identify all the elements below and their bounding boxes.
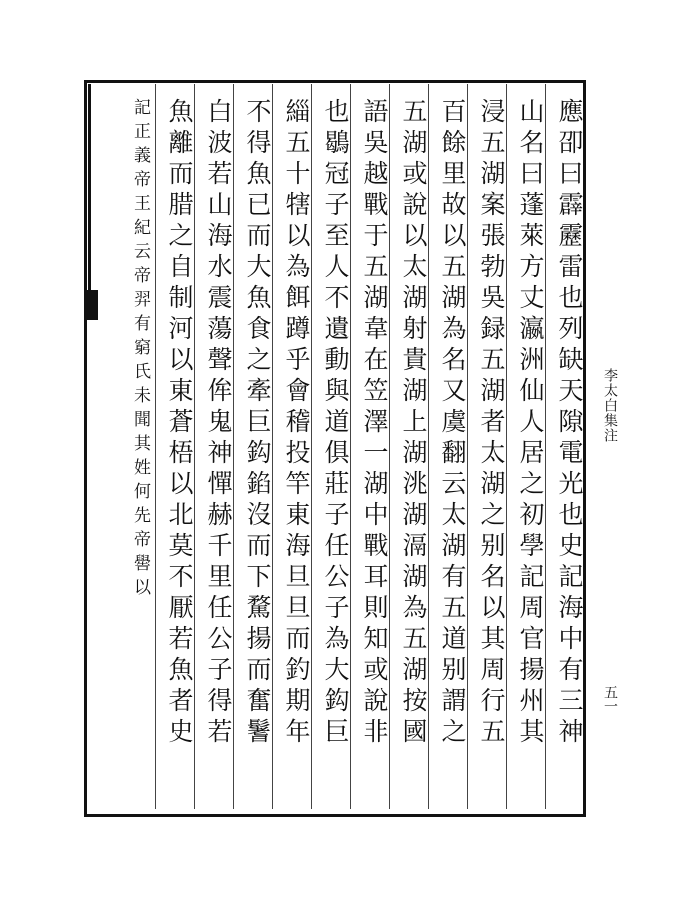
fold-edge-mark — [84, 84, 98, 314]
page-number: 五一 — [602, 685, 618, 713]
text-column: 也鶡冠子至人不遺動與道俱莊子任公子為大鈎巨 — [321, 98, 350, 749]
text-column: 魚離而腊之自制河以東蒼梧以北莫不厭若魚者史 — [165, 98, 194, 749]
text-column: 五湖或說以太湖射貴湖上湖洮湖滆湖為五湖按國 — [399, 98, 428, 749]
book-title: 李太白集注 — [602, 368, 618, 443]
text-column: 白波若山海水震蕩聲侔鬼神憚赫千里任公子得若 — [204, 98, 233, 749]
text-column: 應卲曰霹靂雷也列缺天隙電光也史記海中有三神 — [555, 98, 584, 749]
text-column: 百餘里故以五湖為名又虞翻云太湖有五道别謂之 — [438, 98, 467, 749]
text-column: 語吳越戰于五湖韋在笠澤一湖中戰耳則知或說非 — [360, 98, 389, 749]
text-column: 緇五十犗以為餌蹲乎會稽投竿東海旦旦而釣期年 — [282, 98, 311, 749]
text-column: 記正義帝王紀云帝羿有窮氏未聞其姓何先帝嚳以 — [130, 98, 150, 602]
text-column: 浸五湖案張勃吳録五湖者太湖之别名以其周行五 — [477, 98, 506, 749]
fold-tab — [84, 290, 98, 320]
text-column: 山名曰蓬萊方丈瀛洲仙人居之初學記周官揚州其 — [516, 98, 545, 749]
text-column: 不得魚已而大魚食之牽巨鈎錎沒而下騖揚而奮鬐 — [243, 98, 272, 749]
